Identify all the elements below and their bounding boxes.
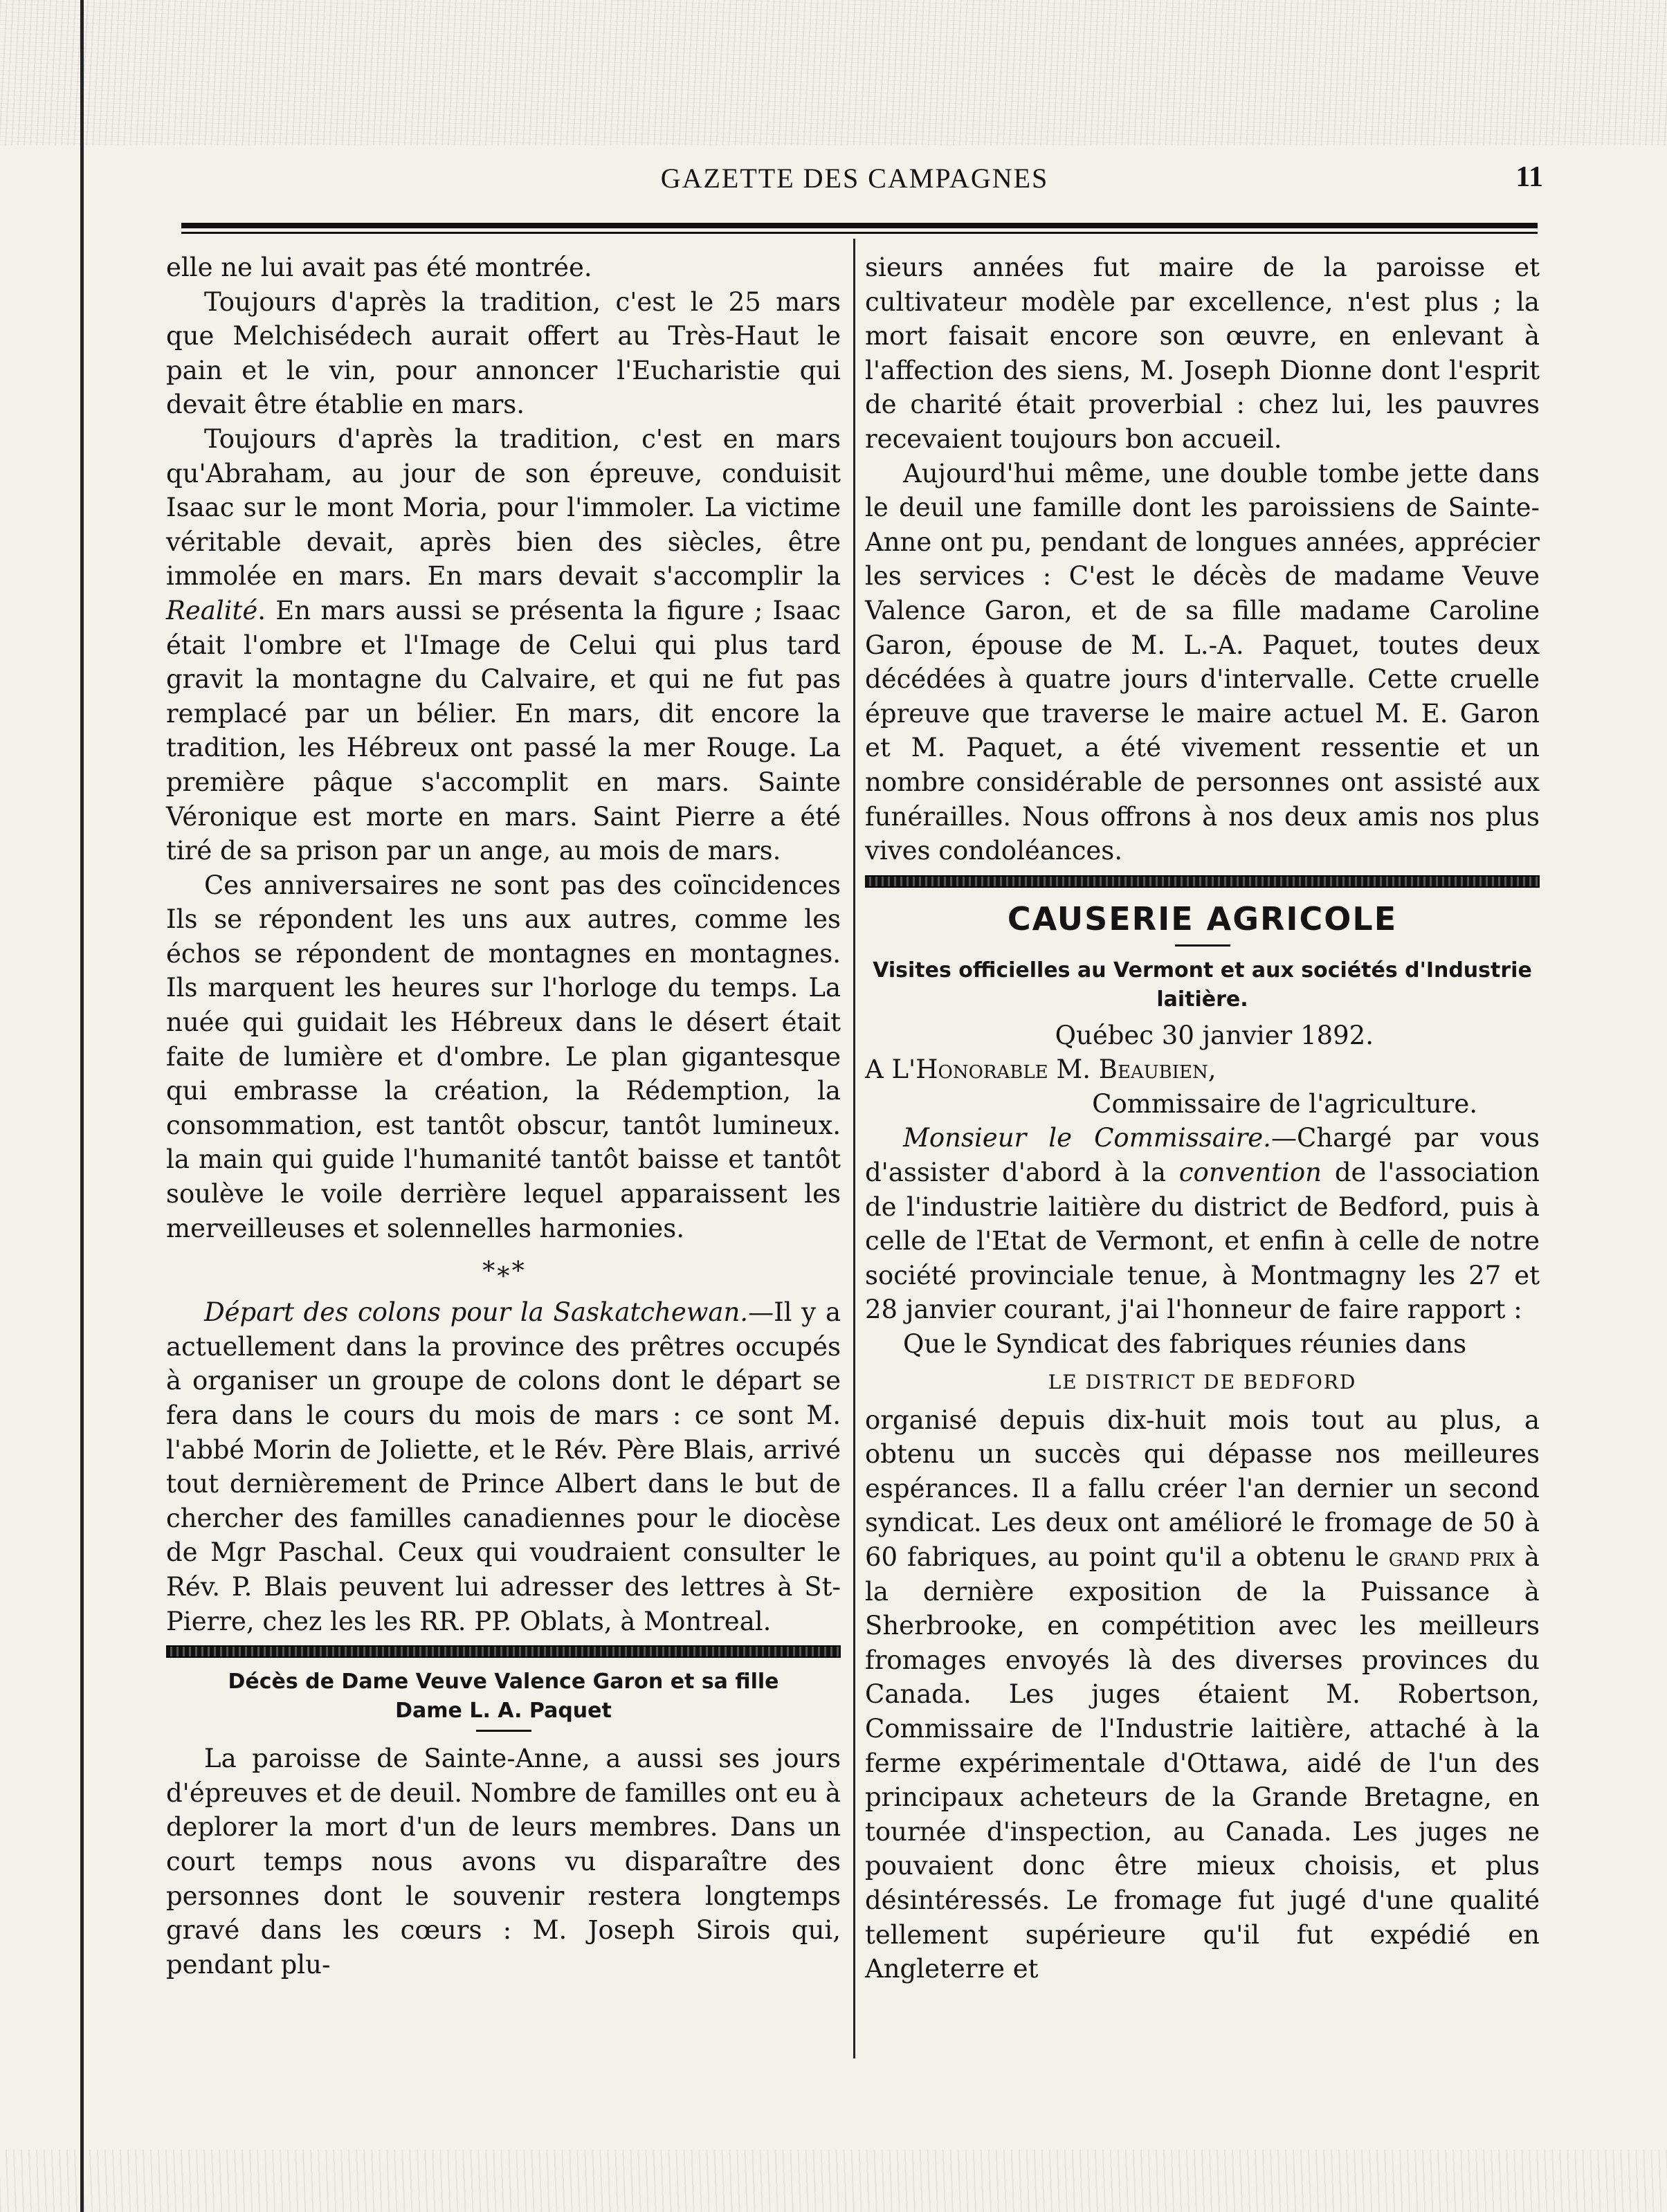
italic-run: Monsieur le Commissaire. [903,1123,1271,1153]
obituary-heading [166,1667,841,1726]
asterism: *∗* [482,1257,525,1286]
paragraph: sieurs années fut maire de la paroisse et cultivateur modèle par excellence, n'est plus ; la mort faisait encore son œuvre, en enlevant à l'affection des siens, M. Joseph Dionne dont l'esprit de charité était proverbial : chez lui, les pauvres recevaient toujours bon accueil. [865,253,1540,454]
text-run: Toujours d'après la tradition, c'est en mars qu'Abraham, au jour de son épreuve, conduisit Isaac sur le mont Moria, pour l'immoler. La victime véritable devait, après bien des siècles, être immolée en mars. En mars devait s'accomplir la [166,423,841,592]
italic-run: convention [1178,1158,1322,1188]
right-column [865,250,1540,1986]
page-title: GAZETTE DES CAMPAGNES [660,163,1049,194]
dateline: Québec 30 janvier 1892. [1055,1020,1374,1050]
paragraph: Que le Syndicat des fabriques réunies dans [903,1329,1467,1360]
smallcaps-run: grand prix [1388,1542,1515,1572]
italic-run: Realité [166,595,258,625]
text-run: —Il y a actuellement dans la province des prêtres occupés à organiser un groupe de colons dont le départ se fera dans le cours du mois de mars : ce sont M. l'abbé Morin de Joliette, et le Rév. Père Blais, arrivé tout dernièrement de Prince Albert dans le but de chercher des familles canadiennes pour le diocèse de Mgr Paschal. Ceux qui voudraient consulter le Rév. P. Blais peuvent lui adresser des lettres à St-Pierre, chez les les RR. PP. Oblats, à Montreal. [166,1297,841,1636]
smallcaps-run: Honorable M. Beaubien, [916,1054,1217,1085]
text-run: A L' [865,1054,916,1085]
column-divider [853,239,855,2058]
header-rule-thin [181,232,1538,234]
addressee-title: Commissaire de l'agriculture. [1092,1088,1477,1119]
italic-run: Départ des colons pour la Saskatchewan. [204,1297,749,1328]
paragraph: La paroisse de Sainte-Anne, a aussi ses jours d'épreuves et de deuil. Nombre de familles ont eu à deplorer la mort d'un de leurs membres. Dans un court temps nous avons vu disparaître des personnes dont le souvenir restera longtemps gravé dans les cœurs : M. Joseph Sirois qui, pendant plu- [166,1744,841,1980]
section-subhead: Visites officielles au Vermont et aux sociétés d'Industrie laitière. [873,958,1532,1012]
district-heading: LE DISTRICT DE BEDFORD [1048,1370,1357,1393]
left-column [166,250,841,1982]
obituary-heading-line: Décès de Dame Veuve Valence Garon et sa fille [228,1670,779,1694]
obituary-heading-line: Dame L. A. Paquet [395,1699,612,1724]
text-run: de l'association de l'industrie laitière du district de Bedford, puis à celle de l'Etat de Vermont, et enfin à celle de notre société provinciale tenue, à Montmagny les 27 et 28 janvier courant, j'ai l'honneur de faire rapport : [865,1158,1540,1325]
section-title: CAUSERIE AGRICOLE [1007,899,1398,938]
section-separator [865,875,1540,888]
salutation [865,1052,1540,1087]
paragraph: Toujours d'après la tradition, c'est le 25 mars que Melchisédech aurait offert au Très-Haut le pain et le vin, pour annoncer l'Eucharistie qui devait être établie en mars. [166,286,841,420]
scan-noise-top [0,0,1667,145]
text-run: . En mars aussi se présenta la figure ; Isaac était l'ombre et l'Image de Celui qui plus tard gravit la montagne du Calvaire, et qui ne fut pas remplacé par un bélier. En mars, dit encore la tradition, les Hébreux ont passé la mer Rouge. La première pâque s'accomplit en mars. Sainte Véronique est morte en mars. Saint Pierre a été tiré de sa prison par un ange, au mois de mars. [166,595,841,866]
text-run: organisé depuis dix-huit mois tout au plus, a obtenu un succès qui dépasse nos meilleures espérances. Il a fallu créer l'an dernier un second syndicat. Les deux ont amélioré le fromage de 50 à 60 fabriques, au point qu'il a obtenu le [865,1405,1540,1572]
page-header [166,159,1543,208]
paragraph [865,1121,1540,1327]
text-run: à la dernière exposition de la Puissance à Sherbrooke, en compétition avec les meilleurs fromages envoyés là des diverses provinces du Canada. Les juges étaient M. Robertson, Commissaire de l'Industrie laitière, attaché à la ferme expérimentale d'Ottawa, aidé de l'un des principaux acheteurs de la Grande Bretagne, en tournée d'inspection, au Canada. Les juges ne pouvaient donc être mieux choisis, et plus désintéressés. Le fromage fut jugé d'une qualité tellement supérieure qu'il fut expédié en Angleterre et [865,1542,1540,1984]
short-dash [1175,944,1230,947]
paragraph: Ces anniversaires ne sont pas des coïncidences Ils se répondent les uns aux autres, comme les échos se répondent de montagnes en montagnes. Ils marquent les heures sur l'horloge du temps. La nuée qui guidait les Hébreux dans le désert était faite de lumière et d'ombre. Le plan gigantesque qui embrasse la création, la Rédemption, la consommation, est tantôt obscur, tantôt lumineux. la main qui guide l'humanité tantôt baisse et tantôt soulève le voile derrière lequel apparaissent les merveilleuses et solennelles harmonies. [166,870,841,1243]
paragraph [166,1295,841,1638]
header-rule-thick [181,223,1538,228]
paragraph [865,1403,1540,1986]
page-number: 11 [1515,161,1543,193]
text-run: —Chargé par vous d'assister d'abord à la [865,1123,1540,1188]
short-dash [476,1730,531,1732]
paragraph: Aujourd'hui même, une double tombe jette dans le deuil une famille dont les paroissiens de Sainte-Anne ont pu, pendant de longues années, apprécier les services : C'est le décès de madame Veuve Valence Garon, et de sa fille madame Caroline Garon, épouse de M. L.-A. Paquet, toutes deux décédées à quatre jours d'intervalle. Cette cruelle épreuve que traverse le maire actuel M. E. Garon et M. Paquet, a été vivement ressentie et un nombre considérable de personnes ont assisté aux funérailles. Nous offrons à nos deux amis nos plus vives condoléances. [865,458,1540,866]
section-separator [166,1645,841,1658]
binding-edge [80,0,84,2212]
scan-noise-bottom [0,2150,1667,2212]
paragraph [166,422,841,868]
paragraph: elle ne lui avait pas été montrée. [166,253,592,282]
